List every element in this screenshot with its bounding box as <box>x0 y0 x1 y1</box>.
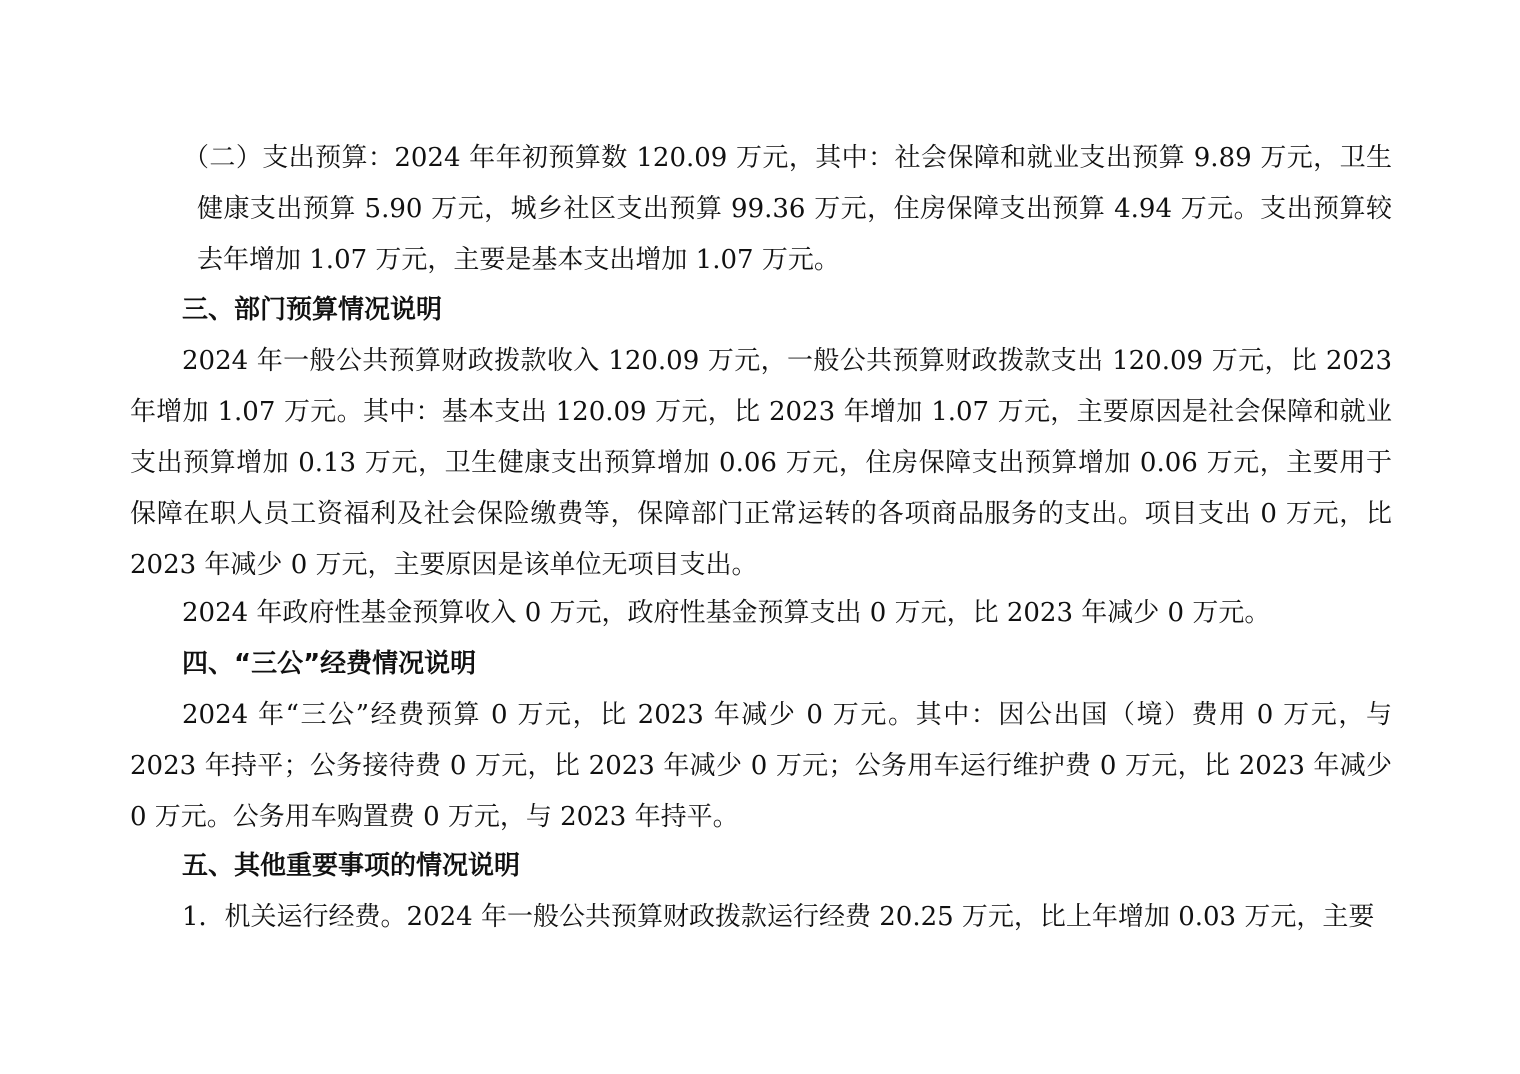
expenditure-budget-paragraph: （二）支出预算：2024 年年初预算数 120.09 万元，其中：社会保障和就业支出预算 9.89 万元，卫生健康支出预算 5.90 万元，城乡社区支出预算 99.36 万元，住房保障支出预算 4.94 万元。支出预算较去年增加 1.07 万元，主要是基本支出增加 1.07 万元。 <box>183 143 1392 275</box>
general-budget-paragraph: 2024 年一般公共预算财政拨款收入 120.09 万元，一般公共预算财政拨款支出 120.09 万元，比 2023 年增加 1.07 万元。其中：基本支出 120.09 万元，比 2023 年增加 1.07 万元，主要原因是社会保障和就业支出预算增加 0.13 万元，卫生健康支出预算增加 0.06 万元，住房保障支出预算增加 0.06 万元，主要用于保障在职人员工资福利及社会保险缴费等，保障部门正常运转的各项商品服务的支出。项目支出 0 万元，比 2023 年减少 0 万元，主要原因是该单位无项目支出。 <box>130 346 1392 580</box>
section-four-heading: 四、“三公”经费情况说明 <box>182 649 477 679</box>
section-five-heading: 五、其他重要事项的情况说明 <box>182 851 521 881</box>
operating-expenses-paragraph: 1．机关运行经费。2024 年一般公共预算财政拨款运行经费 20.25 万元，比上年增加 0.03 万元，主要 <box>182 902 1375 932</box>
section-three-heading: 三、部门预算情况说明 <box>182 295 443 325</box>
government-fund-paragraph: 2024 年政府性基金预算收入 0 万元，政府性基金预算支出 0 万元，比 2023 年减少 0 万元。 <box>182 598 1271 628</box>
three-public-expenses-paragraph: 2024 年“三公”经费预算 0 万元，比 2023 年减少 0 万元。其中：因公出国（境）费用 0 万元，与 2023 年持平；公务接待费 0 万元，比 2023 年减少 0 万元；公务用车运行维护费 0 万元，比 2023 年减少 0 万元。公务用车购置费 0 万元，与 2023 年持平。 <box>130 700 1392 832</box>
